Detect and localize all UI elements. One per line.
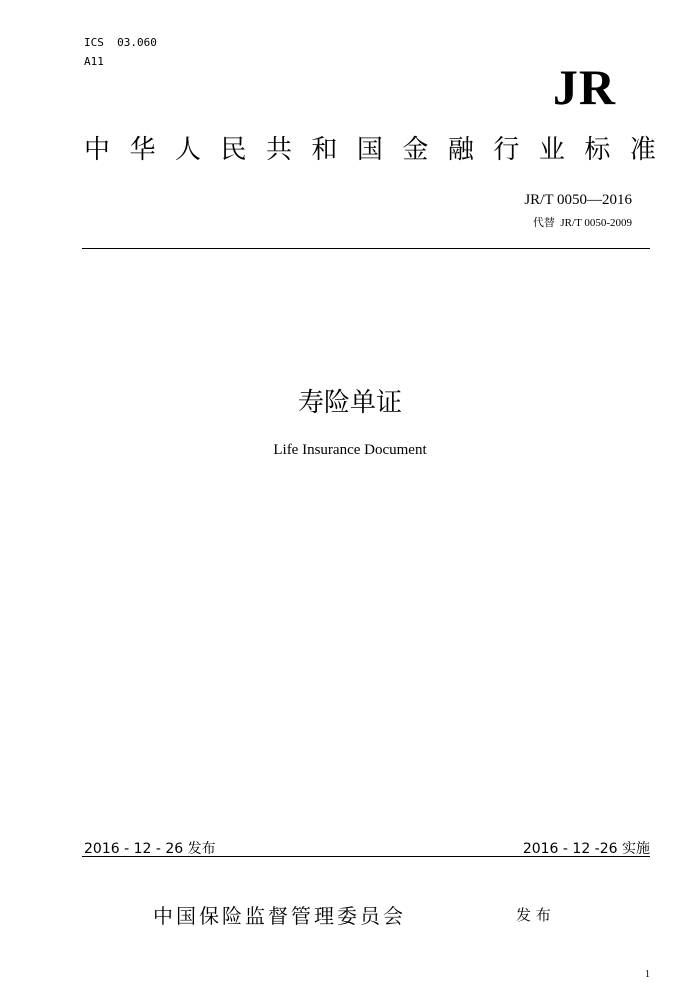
issuing-authority: 中国保险监督管理委员会 [153, 904, 406, 928]
document-title-cn: 寿险单证 [297, 388, 402, 418]
title-char: 华 [129, 135, 156, 165]
publish-label: 发 布 [516, 906, 551, 924]
classification-code: A11 [84, 55, 104, 68]
title-char: 共 [265, 135, 292, 165]
standard-number: JR/T 0050—2016 [524, 192, 632, 208]
title-char: 准 [629, 135, 656, 165]
standard-category-title [84, 137, 656, 163]
title-char: 国 [356, 135, 383, 165]
footer-divider [82, 856, 650, 857]
title-char: 金 [402, 135, 429, 165]
title-char: 融 [447, 135, 474, 165]
document-title-en: Life Insurance Document [273, 442, 427, 458]
jr-logo: JR [552, 59, 616, 115]
replaces-standard: 代替 JR/T 0050-2009 [532, 217, 632, 229]
title-char: 和 [311, 135, 338, 165]
issue-date: 2016 - 12 - 26 发布 [84, 841, 216, 857]
ics-code: ICS 03.060 [84, 36, 157, 49]
title-char: 标 [584, 135, 611, 165]
title-char: 民 [220, 135, 247, 165]
header-divider [82, 248, 650, 249]
title-char: 行 [493, 135, 520, 165]
page-number: 1 [645, 969, 650, 980]
title-char: 人 [174, 135, 201, 165]
implementation-date: 2016 - 12 -26 实施 [522, 841, 650, 857]
title-char: 业 [538, 135, 565, 165]
title-char: 中 [84, 135, 111, 165]
